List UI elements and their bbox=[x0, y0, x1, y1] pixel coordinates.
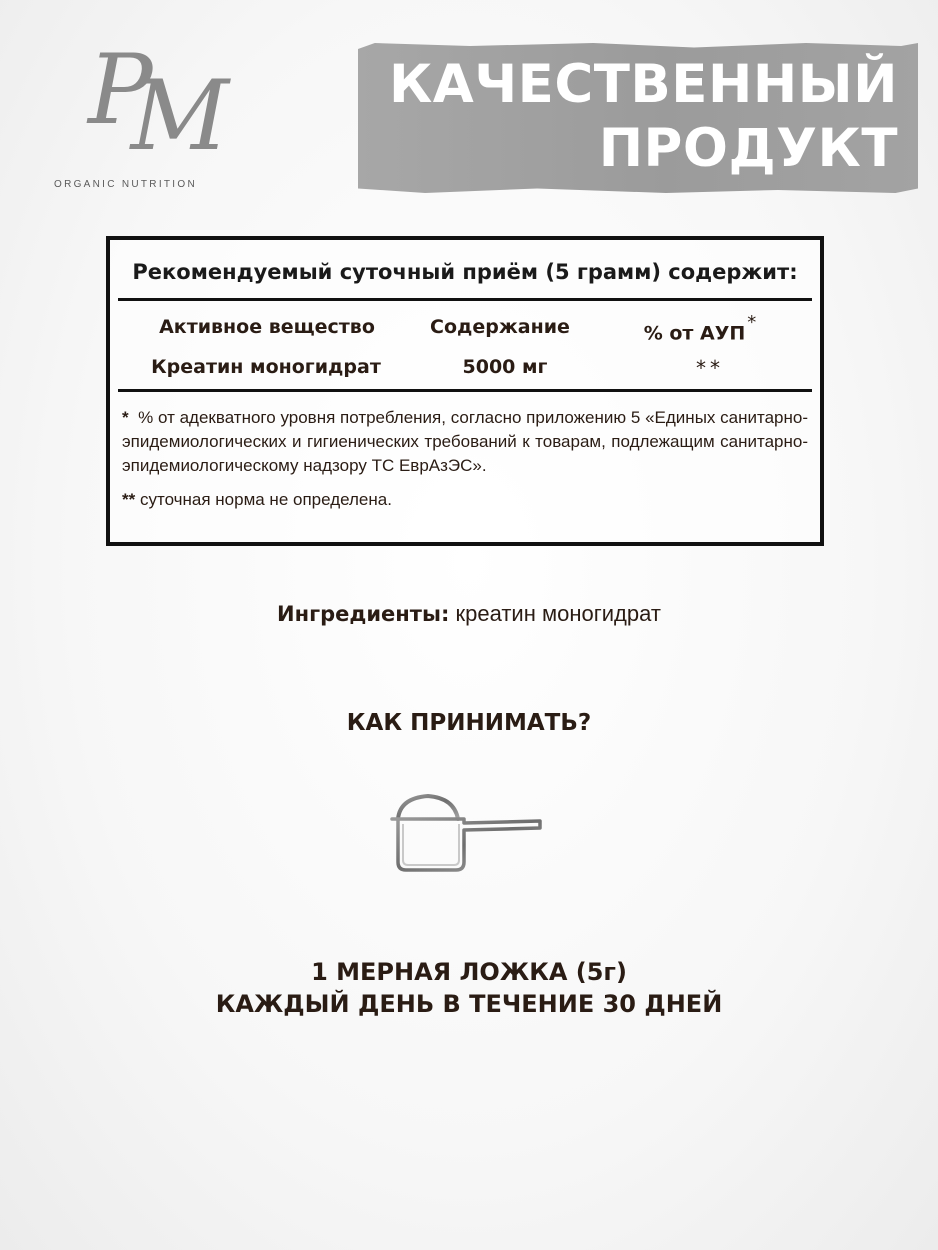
footnote-1 bbox=[122, 406, 808, 478]
footnote-2-text: суточная норма не определена. bbox=[139, 490, 392, 509]
brand-logo bbox=[52, 34, 232, 200]
ingredients bbox=[0, 601, 938, 627]
ingredients-label: Ингредиенты: bbox=[277, 602, 450, 626]
footnote-1-text: % от адекватного уровня потребления, согласно приложению 5 «Единых санитарно-эпидемиологических и гигиенических требований к товарам, подлежащим санитарно-эпидемиологическому надзору ТС ЕврАзЭС». bbox=[122, 408, 808, 475]
header-substance: Активное вещество bbox=[159, 316, 375, 338]
nutrition-table bbox=[106, 236, 824, 546]
dose-line-1: 1 МЕРНАЯ ЛОЖКА (5г) bbox=[311, 958, 627, 986]
dose-instructions bbox=[0, 956, 938, 1020]
row-amount: 5000 мг bbox=[462, 356, 548, 378]
ingredients-value: креатин моногидрат bbox=[455, 601, 661, 626]
banner-line-1: КАЧЕСТВЕННЫЙ bbox=[388, 54, 898, 115]
scoop-icon bbox=[390, 790, 550, 880]
howto-title: КАК ПРИНИМАТЬ? bbox=[346, 710, 592, 736]
header-percent-mark: * bbox=[747, 312, 757, 333]
monogram-letter-m: M bbox=[130, 60, 215, 172]
quality-banner-text bbox=[358, 53, 898, 181]
footnote-1-mark: * bbox=[122, 408, 129, 427]
footnote-2 bbox=[122, 488, 808, 512]
monogram-letter-p: P bbox=[88, 34, 139, 146]
table-divider bbox=[118, 298, 812, 301]
footnote-2-mark: ** bbox=[122, 490, 136, 509]
header-percent bbox=[630, 312, 770, 345]
dose-line-2: КАЖДЫЙ ДЕНЬ В ТЕЧЕНИЕ 30 ДНЕЙ bbox=[215, 990, 723, 1018]
banner-line-2: ПРОДУКТ bbox=[598, 118, 898, 179]
row-substance: Креатин моногидрат bbox=[151, 356, 381, 378]
table-notes bbox=[122, 406, 808, 512]
brand-tagline: ORGANIC NUTRITION bbox=[54, 179, 197, 190]
brand-monogram bbox=[88, 34, 223, 172]
header-amount: Содержание bbox=[430, 316, 570, 338]
table-divider bbox=[118, 389, 812, 392]
header-percent-label: % от АУП bbox=[643, 322, 746, 345]
table-title: Рекомендуемый суточный приём (5 грамм) содержит: bbox=[132, 260, 798, 284]
monogram-text bbox=[88, 34, 215, 172]
row-percent: ** bbox=[696, 356, 724, 380]
